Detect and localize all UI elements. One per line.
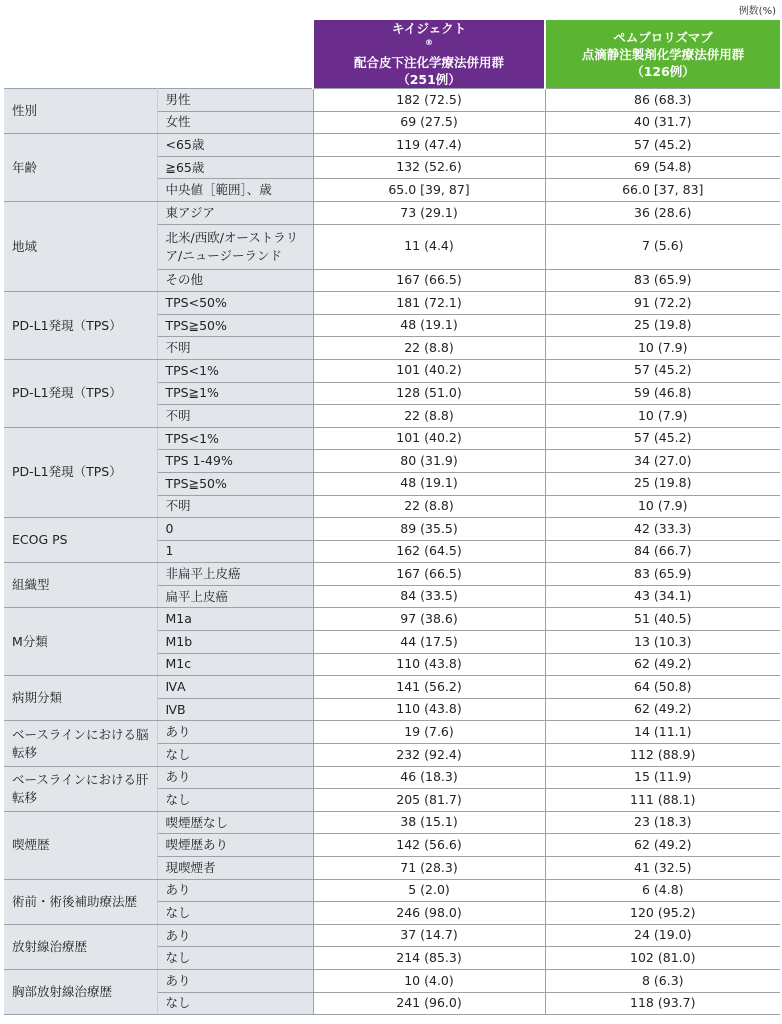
subcategory-label: 現喫煙者 bbox=[157, 857, 313, 880]
category-label: ECOG PS bbox=[4, 518, 157, 563]
value-pembrolizumab: 84 (66.7) bbox=[545, 540, 780, 563]
registered-mark: ® bbox=[425, 37, 433, 47]
value-pembrolizumab: 10 (7.9) bbox=[545, 405, 780, 428]
value-pembrolizumab: 62 (49.2) bbox=[545, 653, 780, 676]
value-pembrolizumab: 83 (65.9) bbox=[545, 563, 780, 586]
subcategory-label: 不明 bbox=[157, 337, 313, 360]
subcategory-label: TPS≧50% bbox=[157, 472, 313, 495]
value-pembrolizumab: 59 (46.8) bbox=[545, 382, 780, 405]
subcategory-label: ⅣA bbox=[157, 676, 313, 699]
value-keyjekt: 71 (28.3) bbox=[313, 857, 545, 880]
category-label: 胸部放射線治療歴 bbox=[4, 969, 157, 1014]
subcategory-label: なし bbox=[157, 992, 313, 1015]
subcategory-label: ⅣB bbox=[157, 698, 313, 721]
value-keyjekt: 110 (43.8) bbox=[313, 698, 545, 721]
table-row bbox=[4, 924, 780, 947]
value-keyjekt: 73 (29.1) bbox=[313, 201, 545, 224]
value-pembrolizumab: 57 (45.2) bbox=[545, 359, 780, 382]
subcategory-label: TPS≧1% bbox=[157, 382, 313, 405]
value-pembrolizumab: 42 (33.3) bbox=[545, 518, 780, 541]
category-label: ベースラインにおける脳転移 bbox=[4, 721, 157, 766]
value-keyjekt: 246 (98.0) bbox=[313, 902, 545, 925]
subcategory-label: 喫煙歴なし bbox=[157, 811, 313, 834]
subcategory-label: 扁平上皮癌 bbox=[157, 585, 313, 608]
value-pembrolizumab: 36 (28.6) bbox=[545, 201, 780, 224]
subcategory-label: M1a bbox=[157, 608, 313, 631]
value-keyjekt: 214 (85.3) bbox=[313, 947, 545, 970]
value-keyjekt: 141 (56.2) bbox=[313, 676, 545, 699]
value-pembrolizumab: 40 (31.7) bbox=[545, 111, 780, 134]
category-label: PD-L1発現（TPS） bbox=[4, 427, 157, 517]
value-keyjekt: 167 (66.5) bbox=[313, 563, 545, 586]
subcategory-label: M1c bbox=[157, 653, 313, 676]
subcategory-label: TPS 1-49% bbox=[157, 450, 313, 473]
table-row bbox=[4, 969, 780, 992]
value-keyjekt: 11 (4.4) bbox=[313, 224, 545, 269]
value-keyjekt: 241 (96.0) bbox=[313, 992, 545, 1015]
table-row bbox=[4, 676, 780, 699]
subcategory-label: 不明 bbox=[157, 495, 313, 518]
value-keyjekt: 110 (43.8) bbox=[313, 653, 545, 676]
value-pembrolizumab: 25 (19.8) bbox=[545, 314, 780, 337]
value-pembrolizumab: 64 (50.8) bbox=[545, 676, 780, 699]
table-row bbox=[4, 811, 780, 834]
value-pembrolizumab: 34 (27.0) bbox=[545, 450, 780, 473]
subcategory-label: あり bbox=[157, 969, 313, 992]
subcategory-label: ≧65歳 bbox=[157, 156, 313, 179]
category-label: 術前・術後補助療法歴 bbox=[4, 879, 157, 924]
table-body bbox=[4, 89, 780, 1015]
value-keyjekt: 162 (64.5) bbox=[313, 540, 545, 563]
value-pembrolizumab: 24 (19.0) bbox=[545, 924, 780, 947]
category-label: 組織型 bbox=[4, 563, 157, 608]
subcategory-label: 中央値［範囲］、歳 bbox=[157, 179, 313, 202]
value-keyjekt: 22 (8.8) bbox=[313, 405, 545, 428]
subcategory-label: TPS<1% bbox=[157, 359, 313, 382]
value-keyjekt: 232 (92.4) bbox=[313, 744, 545, 767]
value-keyjekt: 101 (40.2) bbox=[313, 427, 545, 450]
table-row bbox=[4, 608, 780, 631]
subcategory-label: 不明 bbox=[157, 405, 313, 428]
value-pembrolizumab: 69 (54.8) bbox=[545, 156, 780, 179]
value-keyjekt: 84 (33.5) bbox=[313, 585, 545, 608]
table-row bbox=[4, 359, 780, 382]
value-keyjekt: 167 (66.5) bbox=[313, 269, 545, 292]
baseline-characteristics-table bbox=[4, 20, 780, 1015]
value-pembrolizumab: 25 (19.8) bbox=[545, 472, 780, 495]
value-keyjekt: 80 (31.9) bbox=[313, 450, 545, 473]
category-label: M分類 bbox=[4, 608, 157, 676]
value-pembrolizumab: 86 (68.3) bbox=[545, 89, 780, 112]
value-pembrolizumab: 15 (11.9) bbox=[545, 766, 780, 789]
value-pembrolizumab: 118 (93.7) bbox=[545, 992, 780, 1015]
value-keyjekt: 181 (72.1) bbox=[313, 292, 545, 315]
value-keyjekt: 119 (47.4) bbox=[313, 134, 545, 157]
value-keyjekt: 65.0 [39, 87] bbox=[313, 179, 545, 202]
subcategory-label: <65歳 bbox=[157, 134, 313, 157]
header-keyjekt-n: （251例） bbox=[397, 72, 461, 87]
value-pembrolizumab: 8 (6.3) bbox=[545, 969, 780, 992]
value-keyjekt: 37 (14.7) bbox=[313, 924, 545, 947]
value-pembrolizumab: 66.0 [37, 83] bbox=[545, 179, 780, 202]
header-pembrolizumab-group bbox=[545, 20, 780, 89]
subcategory-label: 0 bbox=[157, 518, 313, 541]
table-row bbox=[4, 201, 780, 224]
value-pembrolizumab: 51 (40.5) bbox=[545, 608, 780, 631]
value-pembrolizumab: 41 (32.5) bbox=[545, 857, 780, 880]
table-row bbox=[4, 879, 780, 902]
subcategory-label: M1b bbox=[157, 631, 313, 654]
subcategory-label: なし bbox=[157, 947, 313, 970]
value-pembrolizumab: 23 (18.3) bbox=[545, 811, 780, 834]
value-keyjekt: 44 (17.5) bbox=[313, 631, 545, 654]
value-keyjekt: 205 (81.7) bbox=[313, 789, 545, 812]
category-label: 年齢 bbox=[4, 134, 157, 202]
subcategory-label: なし bbox=[157, 789, 313, 812]
value-pembrolizumab: 43 (34.1) bbox=[545, 585, 780, 608]
value-keyjekt: 22 (8.8) bbox=[313, 495, 545, 518]
table-row bbox=[4, 89, 780, 112]
table-row bbox=[4, 563, 780, 586]
subcategory-label: あり bbox=[157, 766, 313, 789]
subcategory-label: 喫煙歴あり bbox=[157, 834, 313, 857]
subcategory-label: 1 bbox=[157, 540, 313, 563]
table-row bbox=[4, 427, 780, 450]
unit-label: 例数(%) bbox=[738, 6, 776, 17]
table-row bbox=[4, 766, 780, 789]
value-pembrolizumab: 91 (72.2) bbox=[545, 292, 780, 315]
value-pembrolizumab: 83 (65.9) bbox=[545, 269, 780, 292]
category-label: PD-L1発現（TPS） bbox=[4, 359, 157, 427]
subcategory-label: 男性 bbox=[157, 89, 313, 112]
value-pembrolizumab: 10 (7.9) bbox=[545, 337, 780, 360]
category-label: 病期分類 bbox=[4, 676, 157, 721]
header-pembro-n: （126例） bbox=[631, 63, 695, 79]
value-keyjekt: 128 (51.0) bbox=[313, 382, 545, 405]
value-keyjekt: 48 (19.1) bbox=[313, 472, 545, 495]
category-label: PD-L1発現（TPS） bbox=[4, 292, 157, 360]
table-row bbox=[4, 721, 780, 744]
value-pembrolizumab: 57 (45.2) bbox=[545, 134, 780, 157]
value-keyjekt: 69 (27.5) bbox=[313, 111, 545, 134]
category-label: ベースラインにおける肝転移 bbox=[4, 766, 157, 811]
subcategory-label: あり bbox=[157, 879, 313, 902]
value-keyjekt: 38 (15.1) bbox=[313, 811, 545, 834]
subcategory-label: 女性 bbox=[157, 111, 313, 134]
value-keyjekt: 19 (7.6) bbox=[313, 721, 545, 744]
subcategory-label: あり bbox=[157, 924, 313, 947]
value-keyjekt: 89 (35.5) bbox=[313, 518, 545, 541]
subcategory-label: TPS<1% bbox=[157, 427, 313, 450]
header-pembro-name: ペムブロリズマブ bbox=[613, 29, 713, 45]
value-keyjekt: 132 (52.6) bbox=[313, 156, 545, 179]
value-pembrolizumab: 62 (49.2) bbox=[545, 698, 780, 721]
value-keyjekt: 22 (8.8) bbox=[313, 337, 545, 360]
subcategory-label: なし bbox=[157, 902, 313, 925]
value-keyjekt: 142 (56.6) bbox=[313, 834, 545, 857]
value-keyjekt: 48 (19.1) bbox=[313, 314, 545, 337]
subcategory-label: TPS<50% bbox=[157, 292, 313, 315]
value-pembrolizumab: 6 (4.8) bbox=[545, 879, 780, 902]
category-label: 地域 bbox=[4, 201, 157, 291]
value-keyjekt: 101 (40.2) bbox=[313, 359, 545, 382]
value-keyjekt: 182 (72.5) bbox=[313, 89, 545, 112]
value-pembrolizumab: 120 (95.2) bbox=[545, 902, 780, 925]
category-label: 喫煙歴 bbox=[4, 811, 157, 879]
value-pembrolizumab: 62 (49.2) bbox=[545, 834, 780, 857]
table-row bbox=[4, 292, 780, 315]
header-keyjekt-name: キイジェクト bbox=[391, 21, 467, 36]
value-pembrolizumab: 102 (81.0) bbox=[545, 947, 780, 970]
value-pembrolizumab: 7 (5.6) bbox=[545, 224, 780, 269]
category-label: 性別 bbox=[4, 89, 157, 134]
header-keyjekt-group bbox=[313, 20, 545, 89]
header-pembro-regimen: 点滴静注製剤化学療法併用群 bbox=[581, 46, 745, 62]
subcategory-label: なし bbox=[157, 744, 313, 767]
value-keyjekt: 97 (38.6) bbox=[313, 608, 545, 631]
category-label: 放射線治療歴 bbox=[4, 924, 157, 969]
table-row bbox=[4, 134, 780, 157]
subcategory-label: あり bbox=[157, 721, 313, 744]
value-pembrolizumab: 111 (88.1) bbox=[545, 789, 780, 812]
table-row bbox=[4, 518, 780, 541]
header-blank bbox=[4, 20, 313, 89]
value-pembrolizumab: 13 (10.3) bbox=[545, 631, 780, 654]
value-keyjekt: 5 (2.0) bbox=[313, 879, 545, 902]
value-pembrolizumab: 112 (88.9) bbox=[545, 744, 780, 767]
value-keyjekt: 46 (18.3) bbox=[313, 766, 545, 789]
header-keyjekt-regimen: 配合皮下注化学療法併用群 bbox=[353, 55, 504, 70]
subcategory-label: 東アジア bbox=[157, 201, 313, 224]
value-keyjekt: 10 (4.0) bbox=[313, 969, 545, 992]
subcategory-label: その他 bbox=[157, 269, 313, 292]
value-pembrolizumab: 57 (45.2) bbox=[545, 427, 780, 450]
value-pembrolizumab: 10 (7.9) bbox=[545, 495, 780, 518]
subcategory-label: 非扁平上皮癌 bbox=[157, 563, 313, 586]
subcategory-label: 北米/西欧/オーストラリア/ニュージーランド bbox=[157, 224, 313, 269]
value-pembrolizumab: 14 (11.1) bbox=[545, 721, 780, 744]
subcategory-label: TPS≧50% bbox=[157, 314, 313, 337]
